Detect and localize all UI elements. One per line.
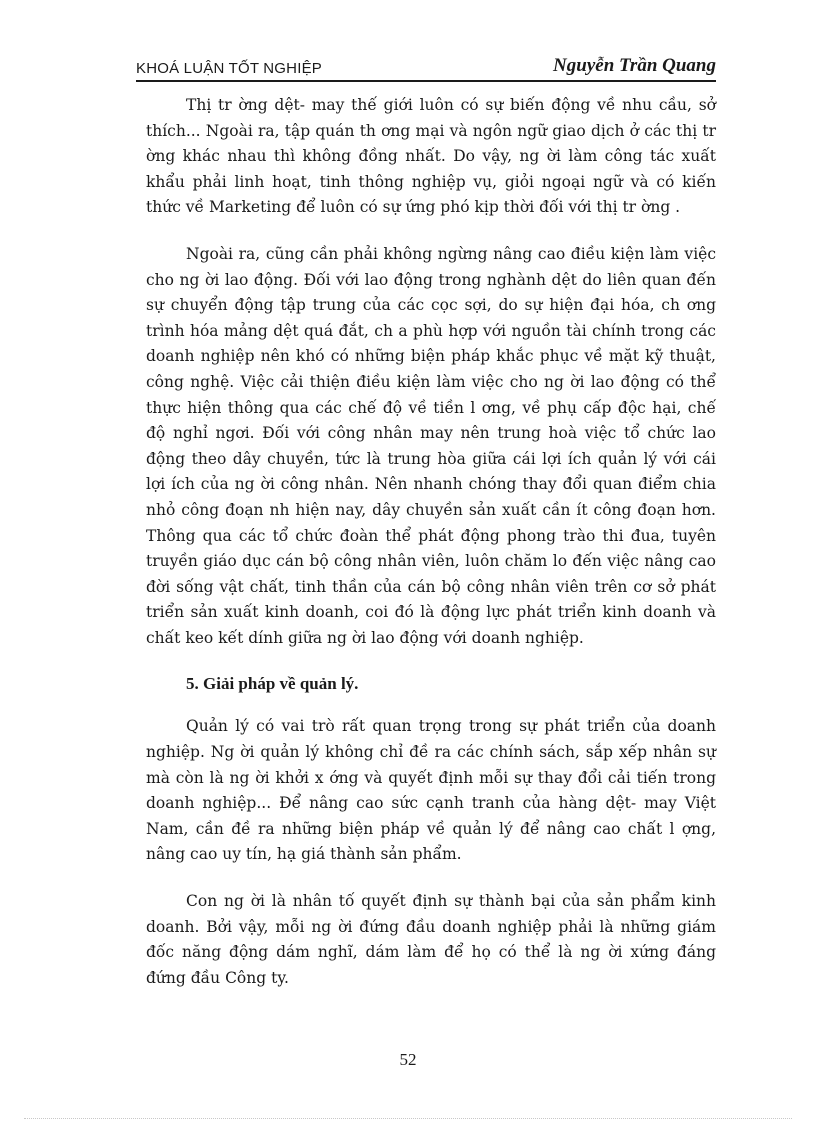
document-title: KHOÁ LUẬN TỐT NGHIỆP <box>136 60 322 77</box>
section-heading: 5. Giải pháp về quản lý. <box>186 674 359 694</box>
author-name: Nguyễn Trần Quang <box>553 55 716 76</box>
footer-divider <box>24 1118 792 1119</box>
page-header <box>136 56 716 82</box>
paragraph-management-role: Quản lý có vai trò rất quan trọng trong sự phát triển của doanh nghiệp. Ng ời quản lý không chỉ đề ra các chính sách, sắp xếp nhân sự mà còn là ng ời khởi x ớng và quyết định mỗi sự thay đổi cải tiến trong doanh nghiệp... Để nâng cao sức cạnh tranh của hàng dệt- may Việt Nam, cần đề ra những biện pháp về quản lý để nâng cao chất l ợng, nâng cao uy tín, hạ giá thành sản phẩm. <box>146 717 716 864</box>
paragraph-market-volatility: Thị tr ờng dệt- may thế giới luôn có sự biến động về nhu cầu, sở thích... Ngoài ra, tập quán th ơng mại và ngôn ngữ giao dịch ở các thị tr ờng khác nhau thì không đồng nhất. Do vậy, ng ời làm công tác xuất khẩu phải linh hoạt, tinh thông nghiệp vụ, giỏi ngoại ngữ và có kiến thức về Marketing để luôn có sự ứng phó kịp thời đối với thị tr ờng . <box>146 96 716 217</box>
paragraph-working-conditions: Ngoài ra, cũng cần phải không ngừng nâng cao điều kiện làm việc cho ng ời lao động. Đối với lao động trong nghành dệt do liên quan đến sự chuyển động tập trung của các cọc sợi, do sự hiện đại hóa, ch ơng trình hóa mảng dệt quá đắt, ch a phù hợp với nguồn tài chính trong các doanh nghiệp nên khó có những biện pháp khắc phục về mặt kỹ thuật, công nghệ. Việc cải thiện điều kiện làm việc cho ng ời lao động có thể thực hiện thông qua các chế độ về tiền l ơng, về phụ cấp độc hại, chế độ nghỉ ngơi. Đối với công nhân may nên trung hoà việc tổ chức lao động theo dây chuyền, tức là trung hòa giữa cái lợi ích quản lý với cái lợi ích của ng ời công nhân. Nên nhanh chóng thay đổi quan điểm chia nhỏ công đoạn nh hiện nay, dây chuyền sản xuất cần ít công đoạn hơn. Thông qua các tổ chức đoàn thể phát động phong trào thi đua, tuyên truyền giáo dục cán bộ công nhân viên, luôn chăm lo đến việc nâng cao đời sống vật chất, tinh thần của cán bộ công nhân viên trên cơ sở phát triển sản xuất kinh doanh, coi đó là động lực phát triển kinh doanh và chất keo kết dính giữa ng ời lao động với doanh nghiệp. <box>146 244 716 647</box>
paragraph-human-factor: Con ng ời là nhân tố quyết định sự thành bại của sản phẩm kinh doanh. Bởi vậy, mỗi ng ời đứng đầu doanh nghiệp phải là những giám đốc năng động dám nghĩ, dám làm để họ có thể là ng ời xứng đáng đứng đầu Công ty. <box>146 892 716 987</box>
page-number: 52 <box>399 1050 417 1069</box>
page-content <box>146 93 716 1012</box>
